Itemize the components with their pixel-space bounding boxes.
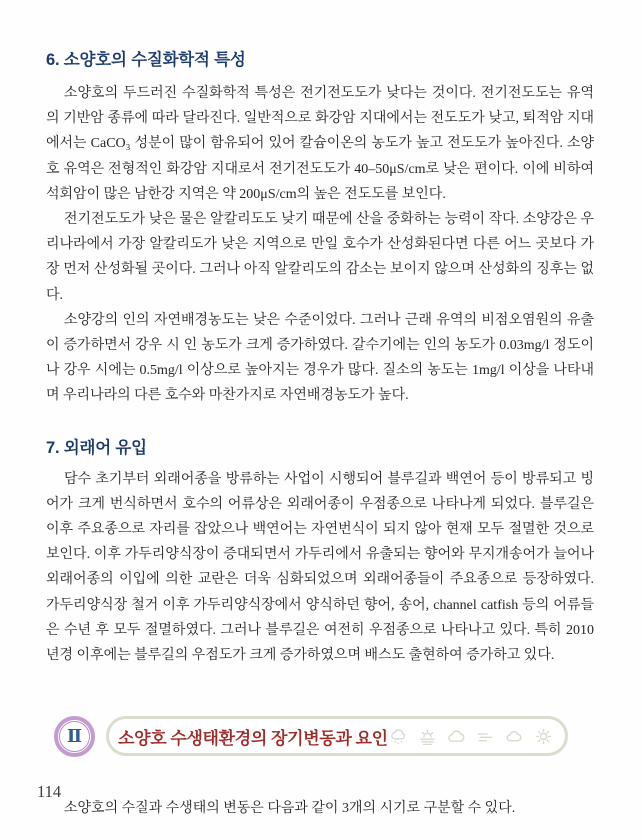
paragraph: 소양호의 두드러진 수질화학적 특성은 전기전도도가 낮다는 것이다. 전기전도도는 유역의 기반암 종류에 따라 달라진다. 일반적으로 화강암 지대에서는 전도도가 낮고, 퇴적암 지대에서는 CaCO₃ 성분이 많이 함유되어 있어 칼슘이온의 농도가 높고 전도도가 높아진다. 소양호 유역은 전형적인 화강암 지대로서 전기전도도가 40–50μS/cm로 낮은 편이다. 이에 비하여 석회암이 많은 남한강 지역은 약 200μS/cm의 높은 전도도를 보인다. bbox=[46, 86, 594, 202]
part-banner bbox=[46, 714, 594, 758]
part-title-pill bbox=[106, 716, 568, 756]
weather-icon-strip bbox=[388, 726, 554, 747]
sun-icon bbox=[533, 726, 554, 747]
section-7-heading: 7. 외래어 유입 bbox=[46, 438, 147, 457]
part-number-badge bbox=[54, 716, 95, 757]
paragraph: 담수 초기부터 외래어종을 방류하는 사업이 시행되어 블루길과 백연어 등이 방류되고 빙어가 크게 번식하면서 호수의 어류상은 외래어종이 우점종으로 나타나게 되었다. 블루길은 이후 주요종으로 자리를 잡았으나 백연어는 자연번식이 되지 않아 현재 모두 절멸한 것으로 보인다. 이후 가두리양식장이 증대되면서 가두리에서 유출되는 향어와 무지개송어가 늘어나 외래어종의 이입에 의한 교란은 더욱 심화되었으며 외래어종들이 주요종으로 등장하였다. 가두리양식장 철거 이후 가두리양식장에서 양식하던 향어, 송어, channel catfish 등의 어류들은 수년 후 모두 절멸하였다. 그러나 블루길은 여전히 우점종으로 나타나고 있다. 특히 2010년경 이후에는 블루길의 우점도가 크게 증가하였으며 배스도 출현하여 증가하고 있다. bbox=[46, 471, 594, 664]
sun-haze-icon bbox=[417, 726, 438, 747]
page-number: 114 bbox=[37, 782, 62, 801]
cloud-icon bbox=[446, 726, 467, 747]
snow-cloud-icon bbox=[388, 726, 409, 747]
cloud-icon bbox=[504, 726, 525, 747]
part-title: 소양호 수생태환경의 장기변동과 요인 bbox=[118, 728, 388, 748]
paragraph: 전기전도도가 낮은 물은 알칼리도도 낮기 때문에 산을 중화하는 능력이 작다. 소양강은 우리나라에서 가장 알칼리도가 낮은 지역으로 만일 호수가 산성화된다면 다른 어느 곳보다 가장 먼저 산성화될 곳이다. 그러나 아직 알칼리도의 감소는 보이지 않으며 산성화의 징후는 없다. bbox=[46, 212, 594, 303]
section-6-heading: 6. 소양호의 수질화학적 특성 bbox=[46, 51, 246, 69]
paragraph: 소양강의 인의 자연배경농도는 낮은 수준이었다. 그러나 근래 유역의 비점오염원의 유출이 증가하면서 강우 시 인 농도가 크게 증가하였다. 갈수기에는 인의 농도가 0.03mg/l 정도이나 강우 시에는 0.5mg/l 이상으로 높아지는 경우가 많다. 질소의 농도는 1mg/l 이상을 나타내며 우리나라의 다른 호수와 마찬가지로 자연배경농도가 높다. bbox=[46, 312, 594, 404]
wind-icon bbox=[475, 726, 496, 747]
closing-paragraph: 소양호의 수질과 수생태의 변동은 다음과 같이 3개의 시기로 구분할 수 있다. bbox=[64, 801, 516, 817]
part-numeral: Ⅱ bbox=[66, 725, 83, 746]
